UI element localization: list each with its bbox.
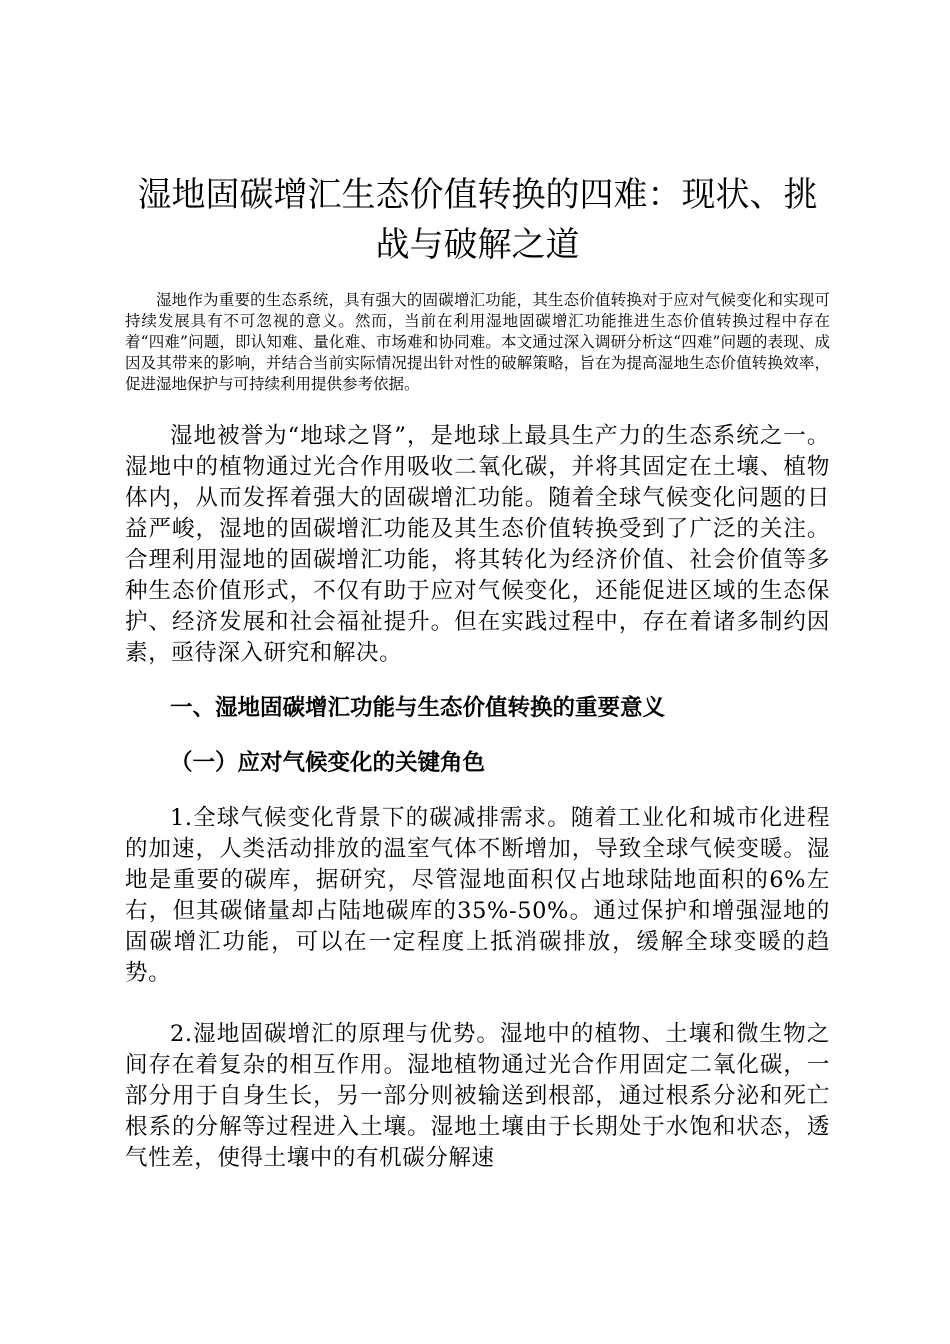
abstract-paragraph: 湿地作为重要的生态系统，具有强大的固碳增汇功能，其生态价值转换对于应对气候变化和实现可持续发展具有不可忽视的意义。然而，当前在利用湿地固碳增汇功能推进生态价值转换过程中存在着“四难”问题，即认知难、量化难、市场难和协同难。本文通过深入调研分析这“四难”问题的表现、成因及其带来的影响，并结合当前实际情况提出针对性的破解策略，旨在为提高湿地生态价值转换效率，促进湿地保护与可持续利用提供参考依据。 (125, 291, 830, 393)
subsection-heading: （一）应对气候变化的关键角色 (170, 750, 486, 776)
document-title: 湿地固碳增汇生态价值转换的四难：现状、挑战与破解之道 (137, 175, 818, 265)
body-paragraph-2: 2.湿地固碳增汇的原理与优势。湿地中的植物、土壤和微生物之间存在着复杂的相互作用。湿地植物通过光合作用固定二氧化碳，一部分用于自身生长，另一部分则被输送到根部，通过根系分泌和死亡根系的分解等过程进入土壤。湿地土壤由于长期处于水饱和状态，透气性差，使得土壤中的有机碳分解速 (125, 1021, 830, 1171)
document-page (125, 170, 830, 1174)
section-heading: 一、湿地固碳增汇功能与生态价值转换的重要意义 (170, 695, 666, 721)
intro-paragraph: 湿地被誉为“地球之肾”，是地球上最具生产力的生态系统之一。湿地中的植物通过光合作用吸收二氧化碳，并将其固定在土壤、植物体内，从而发挥着强大的固碳增汇功能。随着全球气候变化问题的日益严峻，湿地的固碳增汇功能及其生态价值转换受到了广泛的关注。合理利用湿地的固碳增汇功能，将其转化为经济价值、社会价值等多种生态价值形式，不仅有助于应对气候变化，还能促进区域的生态保护、经济发展和社会福祉提升。但在实践过程中，存在着诸多制约因素，亟待深入研究和解决。 (125, 423, 830, 666)
body-paragraph-1: 1.全球气候变化背景下的碳减排需求。随着工业化和城市化进程的加速，人类活动排放的温室气体不断增加，导致全球气候变暖。湿地是重要的碳库，据研究，尽管湿地面积仅占地球陆地面积的6%左右，但其碳储量却占陆地碳库的35%-50%。通过保护和增强湿地的固碳增汇功能，可以在一定程度上抵消碳排放，缓解全球变暖的趋势。 (125, 805, 830, 986)
